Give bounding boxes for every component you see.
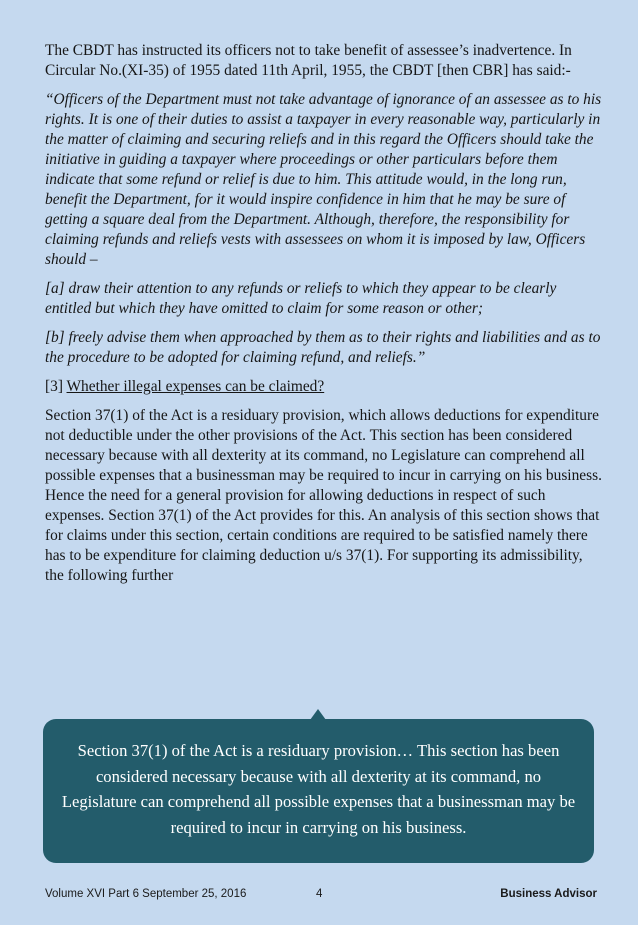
quote-item-a: [a] draw their attention to any refunds or reliefs to which they appear to be clearly entitled but which they have omitted to claim for some reason or other; [45, 280, 557, 317]
page-footer [45, 888, 597, 906]
circular-quote: “Officers of the Department must not take advantage of ignorance of an assessee as to his rights. It is one of their duties to assist a taxpayer in every reasonable way, particularly in the matter of claiming and securing reliefs and in this regard the Officers should take the initiative in guiding a taxpayer where proceedings or other particulars before them indicate that some refund or relief is due to him. This attitude would, in the long run, benefit the Department, for it would inspire confidence in him that he may be sure of getting a square deal from the Department. Although, therefore, the responsibility for claiming refunds and reliefs vests with assessees on whom it is imposed by law, Officers should – [45, 91, 602, 268]
intro-paragraph: The CBDT has instructed its officers not to take benefit of assessee’s inadvertence. In Circular No.(XI-35) of 1955 dated 11th April, 1955, the CBDT [then CBR] has said:- [45, 42, 572, 79]
section-heading [45, 377, 605, 397]
footer-issue: Volume XVI Part 6 September 25, 2016 [45, 888, 247, 900]
footer-publication: Business Advisor [500, 888, 597, 900]
callout-text: Section 37(1) of the Act is a residuary provision… This section has been considered necessary because with all dexterity at its command, no Legislature can comprehend all possible expenses that a businessman may be required to incur in carrying on his business. [61, 741, 576, 837]
footer-page-number: 4 [316, 888, 323, 900]
main-content [45, 41, 605, 595]
section-heading-number: [3] [45, 378, 63, 395]
section-37-paragraph: Section 37(1) of the Act is a residuary provision, which allows deductions for expenditure not deductible under the other provisions of the Act. This section has been considered necessary because with all dexterity at its command, no Legislature can comprehend all possible expenses that a businessman may be required to incur in carrying on his business. Hence the need for a general provision for allowing deductions in respect of such expenses. Section 37(1) of the Act provides for this. An analysis of this section shows that for claims under this section, certain conditions are required to be satisfied namely there has to be expenditure for claiming deduction u/s 37(1). For supporting its admissibility, the following further [45, 407, 602, 584]
section-heading-title: Whether illegal expenses can be claimed? [66, 378, 325, 395]
pull-quote-callout [43, 719, 594, 863]
quote-item-b: [b] freely advise them when approached by them as to their rights and liabilities and as to the procedure to be adopted for claiming refund, and reliefs.” [45, 329, 601, 366]
